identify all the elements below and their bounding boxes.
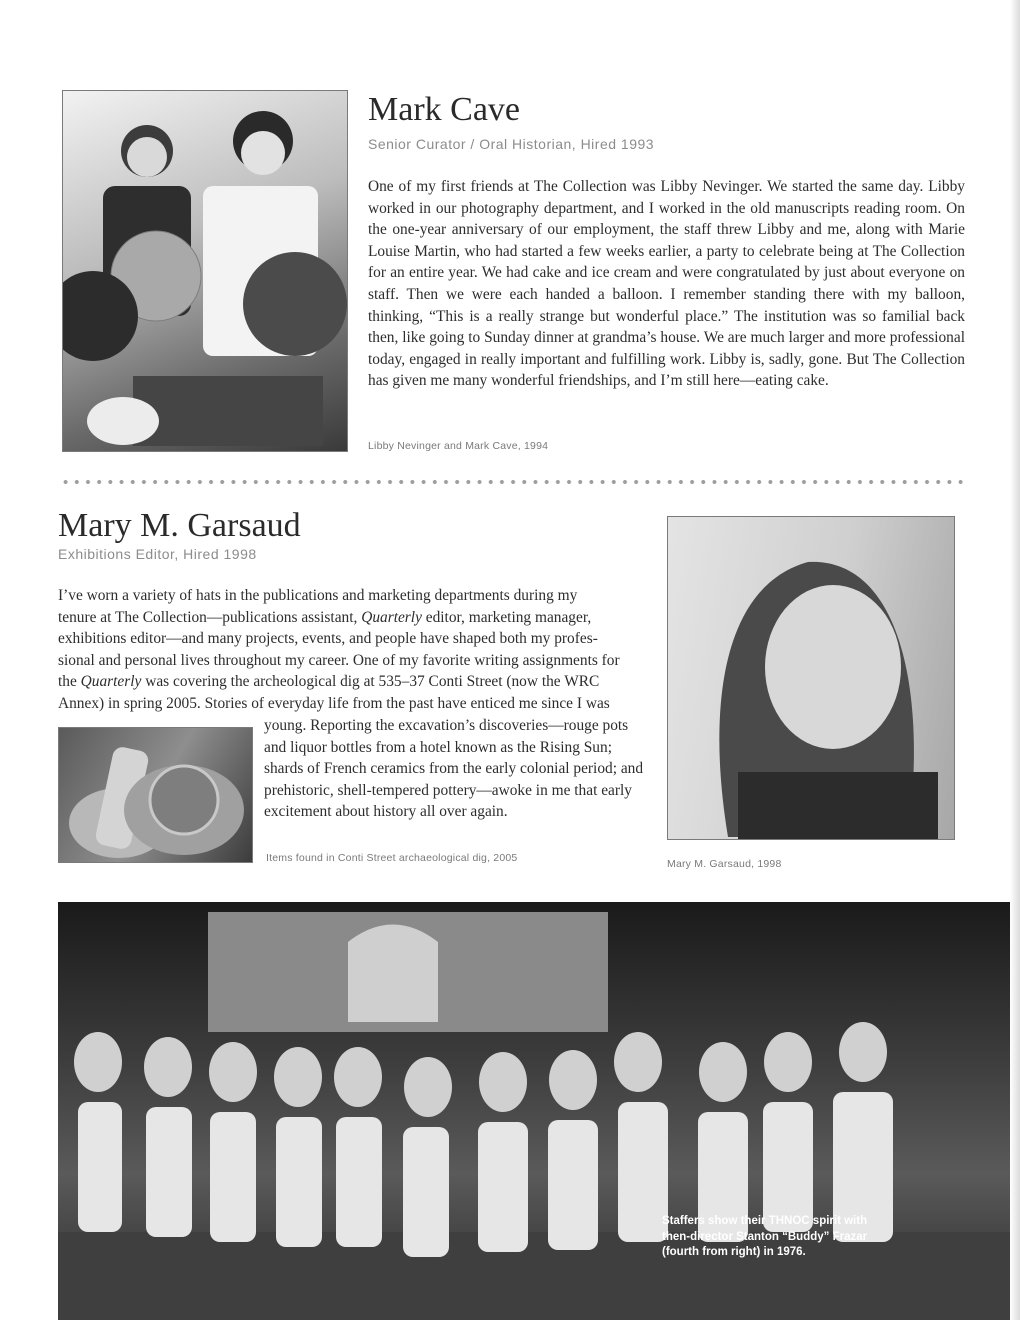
mary-garsaud-story-continued: young. Reporting the excavation’s discoveries—rouge pots and liquor bottles from a hotel known as the Rising Sun; shards of French ceramics from the early colonial period; and prehistoric, shell-tempered pottery—awoke in me that early excitement about history all over again. [264,717,644,821]
page-edge-shadow [1010,0,1020,1320]
story-text: was covering the archeological dig at 535–37 Conti Street (now the WRC [141,673,600,691]
portrait-caption: Mary M. Garsaud, 1998 [667,858,782,870]
mark-cave-name: Mark Cave [368,91,521,128]
artifacts-photo-caption: Items found in Conti Street archaeological dig, 2005 [266,852,518,864]
section-divider [60,478,965,486]
photo-artifacts [58,727,253,863]
story-line [58,671,650,693]
mary-garsaud-name: Mary M. Garsaud [58,507,301,544]
story-line: exhibitions editor—and many projects, events, and people have shaped both my profes- [58,630,598,648]
story-text: the [58,673,81,691]
story-line: Annex) in spring 2005. Stories of everyday life from the past have enticed me since I was [58,694,610,712]
story-text: tenure at The Collection—publications assistant, [58,608,362,626]
story-text: editor, marketing manager, [421,608,592,626]
photo-libby-and-mark [62,90,348,452]
photo-mary-garsaud-portrait [667,516,955,840]
mark-cave-story: One of my first friends at The Collection was Libby Nevinger. We started the same day. Libby worked in our photography department, and I worked in the old manuscripts reading room. On the one-year anniversary of our employment, the staff threw Libby and me, along with Marie Louise Martin, who had started a few weeks earlier, a party to celebrate being at The Collection for an entire year. We had cake and ice cream and were congratulated by just about everyone on staff. Then we were each handed a balloon. I remember standing there with my balloon, thinking, “This is a really strange but wonderful place.” The institution was so familial back then, like going to Sunday dinner at grandma’s house. We are much larger and more professional today, engaged in really important and fulfilling work. Libby is, sadly, gone. But The Collection has given me many wonderful friendships, and I’m still here—eating cake. [368,178,965,390]
story-line: I’ve worn a variety of hats in the publications and marketing departments during my [58,587,578,604]
mary-garsaud-role: Exhibitions Editor, Hired 1998 [58,546,257,562]
story-line [58,607,650,629]
quarterly-title: Quarterly [80,673,142,691]
libby-mark-photo-caption: Libby Nevinger and Mark Cave, 1994 [368,440,549,452]
story-line: sional and personal lives throughout my career. One of my favorite writing assignments for [58,651,620,669]
quarterly-title: Quarterly [361,608,422,626]
mary-garsaud-story-intro [58,585,650,715]
mark-cave-role: Senior Curator / Oral Historian, Hired 1993 [368,136,655,152]
group-photo-caption: Staffers show their THNOC spirit with then-director Stanton “Buddy” Frazar (fourth from right) in 1976. [662,1215,868,1258]
